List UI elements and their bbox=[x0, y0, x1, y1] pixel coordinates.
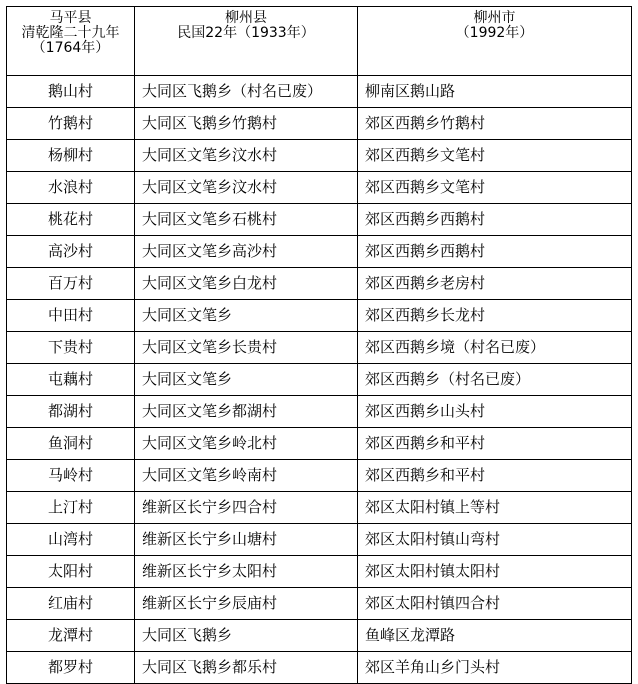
table-row bbox=[7, 332, 632, 364]
cell-1992-name: 郊区西鹅乡西鹅村 bbox=[358, 236, 632, 268]
cell-1992-name: 郊区西鹅乡长龙村 bbox=[358, 300, 632, 332]
cell-1992-name: 郊区西鹅乡文笔村 bbox=[358, 172, 632, 204]
cell-1992-name: 鱼峰区龙潭路 bbox=[358, 620, 632, 652]
cell-qing-name: 马岭村 bbox=[7, 460, 135, 492]
table-row bbox=[7, 492, 632, 524]
header-line: 清乾隆二十九年 bbox=[21, 25, 120, 41]
cell-1992-name: 郊区西鹅乡和平村 bbox=[358, 428, 632, 460]
cell-1992-name: 郊区西鹅乡和平村 bbox=[358, 460, 632, 492]
cell-1933-name: 大同区飞鹅乡（村名已废） bbox=[135, 76, 358, 108]
header-liuzhou-county bbox=[135, 7, 358, 76]
table-row bbox=[7, 300, 632, 332]
cell-qing-name: 下贵村 bbox=[7, 332, 135, 364]
cell-qing-name: 桃花村 bbox=[7, 204, 135, 236]
cell-1933-name: 大同区飞鹅乡竹鹅村 bbox=[135, 108, 358, 140]
table-row bbox=[7, 108, 632, 140]
cell-qing-name: 高沙村 bbox=[7, 236, 135, 268]
table-body bbox=[7, 76, 632, 684]
cell-qing-name: 竹鹅村 bbox=[7, 108, 135, 140]
cell-1992-name: 郊区太阳村镇太阳村 bbox=[358, 556, 632, 588]
cell-1933-name: 大同区飞鹅乡 bbox=[135, 620, 358, 652]
cell-1933-name: 大同区文笔乡岭北村 bbox=[135, 428, 358, 460]
cell-1992-name: 郊区西鹅乡西鹅村 bbox=[358, 204, 632, 236]
village-name-table bbox=[6, 6, 632, 684]
cell-1933-name: 大同区文笔乡汶水村 bbox=[135, 172, 358, 204]
table-row bbox=[7, 268, 632, 300]
table-row bbox=[7, 172, 632, 204]
table-row bbox=[7, 652, 632, 684]
cell-1933-name: 大同区文笔乡 bbox=[135, 300, 358, 332]
table-row bbox=[7, 396, 632, 428]
table-row bbox=[7, 460, 632, 492]
cell-1992-name: 郊区西鹅乡文笔村 bbox=[358, 140, 632, 172]
table-row bbox=[7, 524, 632, 556]
cell-qing-name: 杨柳村 bbox=[7, 140, 135, 172]
cell-1933-name: 维新区长宁乡辰庙村 bbox=[135, 588, 358, 620]
cell-1933-name: 大同区文笔乡汶水村 bbox=[135, 140, 358, 172]
cell-qing-name: 都罗村 bbox=[7, 652, 135, 684]
cell-qing-name: 鱼洞村 bbox=[7, 428, 135, 460]
table-header bbox=[7, 7, 632, 76]
cell-1933-name: 大同区文笔乡石桃村 bbox=[135, 204, 358, 236]
cell-1933-name: 维新区长宁乡太阳村 bbox=[135, 556, 358, 588]
header-line: 柳州县 bbox=[225, 10, 267, 26]
table-row bbox=[7, 236, 632, 268]
table-row bbox=[7, 76, 632, 108]
cell-qing-name: 水浪村 bbox=[7, 172, 135, 204]
cell-qing-name: 龙潭村 bbox=[7, 620, 135, 652]
cell-1992-name: 郊区西鹅乡山头村 bbox=[358, 396, 632, 428]
table-row bbox=[7, 588, 632, 620]
cell-qing-name: 山湾村 bbox=[7, 524, 135, 556]
header-line: 柳州市 bbox=[473, 10, 516, 26]
cell-qing-name: 百万村 bbox=[7, 268, 135, 300]
cell-1933-name: 大同区文笔乡高沙村 bbox=[135, 236, 358, 268]
header-maping-county bbox=[7, 7, 135, 76]
cell-1992-name: 郊区羊角山乡门头村 bbox=[358, 652, 632, 684]
cell-qing-name: 太阳村 bbox=[7, 556, 135, 588]
header-line: 民国22年（1933年） bbox=[177, 25, 315, 41]
header-line: （1992年） bbox=[455, 25, 534, 41]
header-line: （1764年） bbox=[31, 40, 110, 56]
cell-1933-name: 维新区长宁乡四合村 bbox=[135, 492, 358, 524]
cell-qing-name: 中田村 bbox=[7, 300, 135, 332]
cell-qing-name: 红庙村 bbox=[7, 588, 135, 620]
table-row bbox=[7, 556, 632, 588]
cell-1992-name: 郊区西鹅乡老房村 bbox=[358, 268, 632, 300]
table-row bbox=[7, 140, 632, 172]
cell-1933-name: 大同区文笔乡 bbox=[135, 364, 358, 396]
table-row bbox=[7, 428, 632, 460]
cell-qing-name: 上汀村 bbox=[7, 492, 135, 524]
cell-qing-name: 屯藕村 bbox=[7, 364, 135, 396]
cell-1992-name: 郊区西鹅乡竹鹅村 bbox=[358, 108, 632, 140]
cell-1992-name: 郊区西鹅乡（村名已废） bbox=[358, 364, 632, 396]
cell-1933-name: 大同区文笔乡岭南村 bbox=[135, 460, 358, 492]
header-liuzhou-city bbox=[358, 7, 632, 76]
cell-1992-name: 郊区太阳村镇四合村 bbox=[358, 588, 632, 620]
table-row bbox=[7, 204, 632, 236]
cell-qing-name: 鹅山村 bbox=[7, 76, 135, 108]
cell-1933-name: 大同区文笔乡白龙村 bbox=[135, 268, 358, 300]
cell-1933-name: 维新区长宁乡山塘村 bbox=[135, 524, 358, 556]
table-row bbox=[7, 620, 632, 652]
cell-1992-name: 郊区太阳村镇山弯村 bbox=[358, 524, 632, 556]
cell-1992-name: 柳南区鹅山路 bbox=[358, 76, 632, 108]
cell-1992-name: 郊区西鹅乡境（村名已废） bbox=[358, 332, 632, 364]
header-row bbox=[7, 7, 632, 76]
village-name-table-wrapper bbox=[6, 6, 632, 684]
cell-1933-name: 大同区文笔乡都湖村 bbox=[135, 396, 358, 428]
cell-1933-name: 大同区飞鹅乡都乐村 bbox=[135, 652, 358, 684]
header-line: 马平县 bbox=[49, 10, 92, 26]
cell-qing-name: 都湖村 bbox=[7, 396, 135, 428]
cell-1992-name: 郊区太阳村镇上等村 bbox=[358, 492, 632, 524]
cell-1933-name: 大同区文笔乡长贵村 bbox=[135, 332, 358, 364]
table-row bbox=[7, 364, 632, 396]
